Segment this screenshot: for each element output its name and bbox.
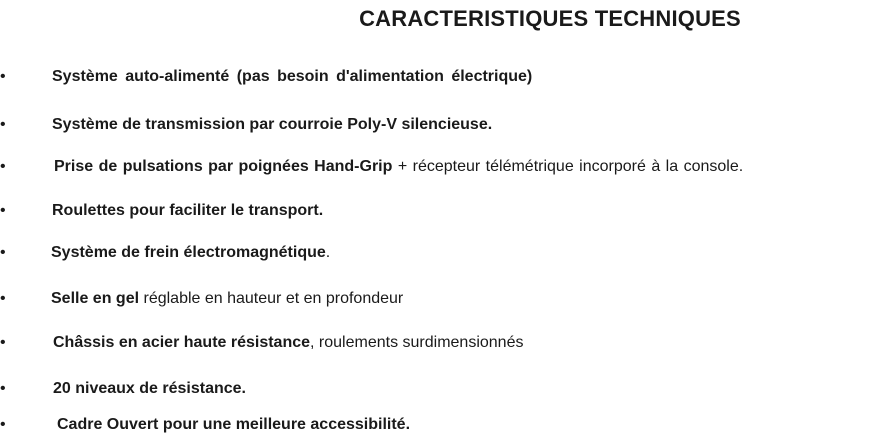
- list-item: [53, 333, 523, 353]
- bullet-icon: •: [0, 202, 6, 219]
- bullet-icon: •: [0, 158, 6, 175]
- item-bold-text: Système auto-alimenté (pas besoin d'alimentation électrique): [52, 68, 533, 85]
- bullet-icon: •: [0, 380, 6, 397]
- list-item: [52, 115, 492, 135]
- item-bold-text: Prise de pulsations par poignées Hand-Grip: [54, 158, 393, 175]
- item-bold-text: 20 niveaux de résistance.: [53, 380, 246, 397]
- item-text: + récepteur télémétrique incorporé à la console.: [392, 158, 744, 175]
- list-item: [51, 289, 403, 309]
- list-item: [51, 243, 330, 263]
- list-item: [53, 379, 246, 399]
- item-bold-text: Système de frein électromagnétique: [51, 244, 326, 261]
- page-title: CARACTERISTIQUES TECHNIQUES: [359, 6, 741, 31]
- item-text: .: [325, 244, 331, 261]
- bullet-icon: •: [0, 116, 6, 133]
- bullet-icon: •: [0, 290, 6, 307]
- bullet-icon: •: [0, 244, 6, 261]
- bullet-icon: •: [0, 68, 6, 85]
- item-bold-text: Roulettes pour faciliter le transport.: [52, 202, 324, 219]
- list-item: [52, 201, 323, 221]
- bullet-icon: •: [0, 416, 6, 433]
- list-item: [57, 415, 410, 435]
- item-text: réglable en hauteur et en profondeur: [139, 290, 404, 307]
- list-item: [52, 67, 532, 87]
- item-bold-text: Cadre Ouvert pour une meilleure accessibilité.: [57, 416, 411, 433]
- list-item: [54, 157, 743, 177]
- bullet-icon: •: [0, 334, 6, 351]
- item-bold-text: Châssis en acier haute résistance: [53, 334, 311, 351]
- item-bold-text: Système de transmission par courroie Poly-V silencieuse.: [52, 116, 493, 133]
- item-bold-text: Selle en gel: [51, 290, 140, 307]
- item-text: , roulements surdimensionnés: [310, 334, 524, 351]
